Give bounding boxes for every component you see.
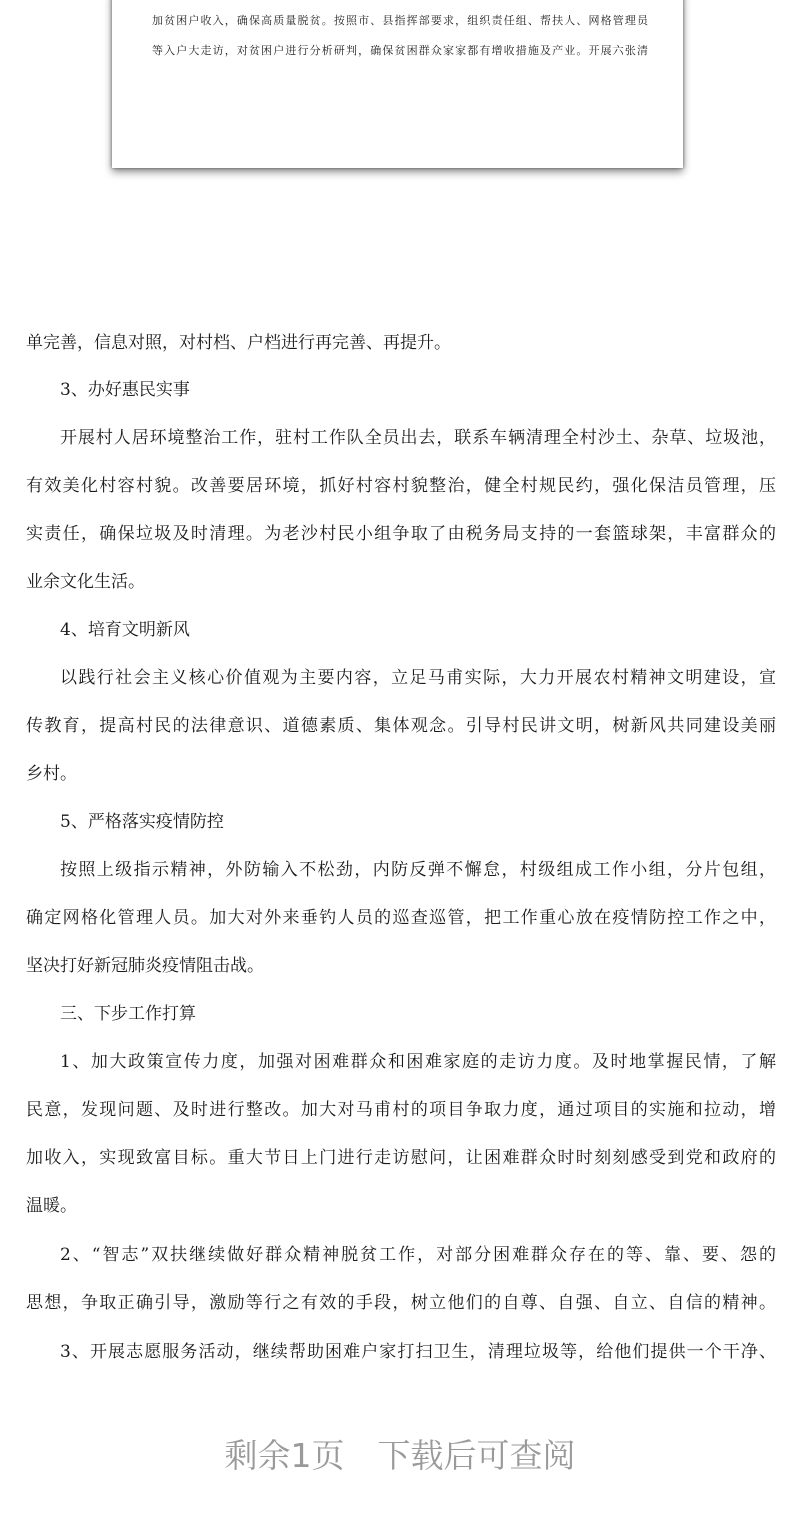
section-heading: 3、办好惠民实事: [60, 380, 190, 400]
paragraph-line: 以践行社会主义核心价值观为主要内容，立足马甫实际，大力开展农村精神文明建设，宣: [60, 668, 776, 688]
section-heading: 三、下步工作打算: [60, 1004, 196, 1024]
remaining-pages-prompt[interactable]: 剩余1页 下载后可查阅: [224, 1436, 576, 1475]
paragraph-line: 思想，争取正确引导，激励等行之有效的手段，树立他们的自尊、自强、自立、自信的精神。: [26, 1293, 776, 1313]
paragraph-line: 开展村人居环境整治工作，驻村工作队全员出去，联系车辆清理全村沙土、杂草、垃圾池，: [60, 428, 776, 448]
paragraph-line: 有效美化村容村貌。改善要居环境，抓好村容村貌整治，健全村规民约，强化保洁员管理，压: [26, 476, 776, 496]
paragraph-line: 温暖。: [26, 1196, 77, 1216]
card-text-line: 加贫困户收入，确保高质量脱贫。按照市、县指挥部要求，组织责任组、帮扶人、网格管理员: [152, 14, 648, 27]
paragraph-line: 业余文化生活。: [26, 572, 145, 592]
paragraph-line: 坚决打好新冠肺炎疫情阻击战。: [26, 956, 264, 976]
card-text-line: 等入户大走访，对贫困户进行分析研判，确保贫困群众家家都有增收措施及产业。开展六张清: [152, 44, 648, 57]
section-heading: 4、培育文明新风: [60, 620, 190, 640]
paragraph-line: 1、加大政策宣传力度，加强对困难群众和困难家庭的走访力度。及时地掌握民情，了解: [60, 1052, 776, 1072]
paragraph-line: 民意，发现问题、及时进行整改。加大对马甫村的项目争取力度，通过项目的实施和拉动，增: [26, 1100, 776, 1120]
paragraph-line: 3、开展志愿服务活动，继续帮助困难户家打扫卫生，清理垃圾等，给他们提供一个干净、: [60, 1342, 776, 1362]
page-preview-card: [112, 0, 683, 168]
paragraph-line: 2、“智志”双扶继续做好群众精神脱贫工作，对部分困难群众存在的等、靠、要、怨的: [60, 1245, 776, 1265]
paragraph-line: 乡村。: [26, 764, 77, 784]
paragraph-line: 按照上级指示精神，外防输入不松劲，内防反弹不懈怠，村级组成工作小组，分片包组，: [60, 860, 776, 880]
paragraph-line: 加收入，实现致富目标。重大节日上门进行走访慰问，让困难群众时时刻刻感受到党和政府的: [26, 1148, 776, 1168]
paragraph-line: 传教育，提高村民的法律意识、道德素质、集体观念。引导村民讲文明，树新风共同建设美丽: [26, 716, 776, 736]
paragraph-line: 单完善，信息对照，对村档、户档进行再完善、再提升。: [26, 333, 451, 353]
section-heading: 5、严格落实疫情防控: [60, 812, 224, 832]
paragraph-line: 实责任，确保垃圾及时清理。为老沙村民小组争取了由税务局支持的一套篮球架，丰富群众的: [26, 524, 776, 544]
paragraph-line: 确定网格化管理人员。加大对外来垂钓人员的巡查巡管，把工作重心放在疫情防控工作之中，: [26, 908, 776, 928]
